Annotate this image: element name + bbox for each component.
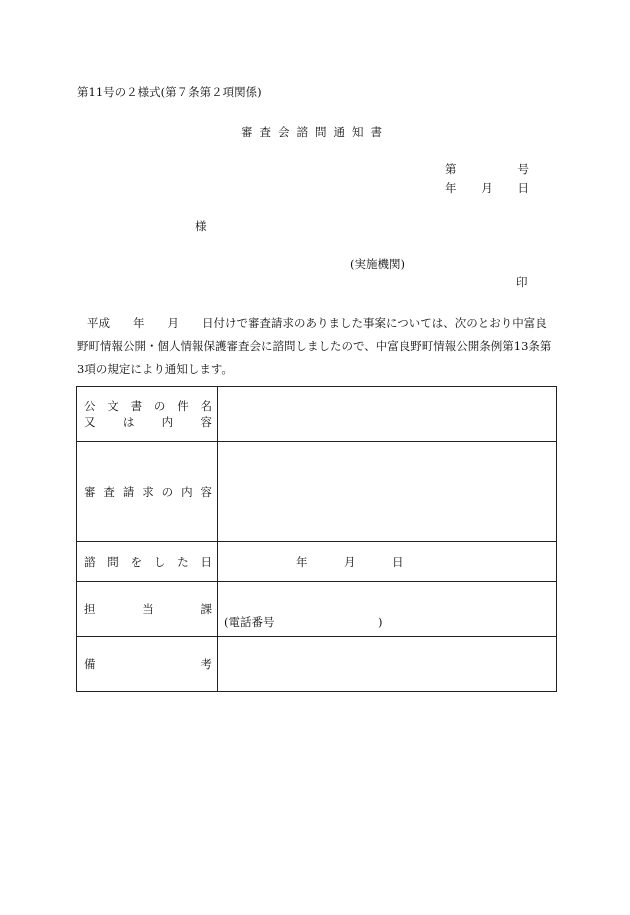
label-consultation-date-text: 諮問をした日 (84, 554, 212, 569)
value-department[interactable] (218, 582, 557, 637)
table-row (77, 637, 557, 692)
document-title: 審査会諮問通知書 (241, 125, 389, 139)
phone-number-line: (電話番号 ) (224, 615, 383, 629)
table-row (77, 582, 557, 637)
reference-number-prefix: 第 (445, 162, 457, 176)
label-document-name-line2: 又は内容 (84, 415, 212, 429)
addressee-honorific: 様 (195, 219, 207, 233)
label-request-content (77, 442, 218, 542)
label-request-content-text: 審査請求の内容 (84, 484, 212, 499)
consultation-date-day: 日 (392, 554, 404, 569)
label-department (77, 582, 218, 637)
label-remarks-text: 備考 (84, 657, 212, 671)
value-request-content[interactable] (218, 442, 557, 542)
label-consultation-date (77, 542, 218, 582)
label-document-name (77, 387, 218, 442)
body-paragraph: 平成 年 月 日付けで審査請求のありました事案については、次のとおり中富良野町情報公開・個人情報保護審査会に諮問しましたので、中富良野町情報公開条例第13条第3項の規定により通知します。 (77, 316, 552, 376)
consultation-date-fields (296, 554, 404, 570)
table-row (77, 442, 557, 542)
reference-date-year: 年 (445, 181, 457, 195)
reference-number-suffix: 号 (517, 162, 529, 176)
table-row (77, 542, 557, 582)
consultation-date-month: 月 (344, 554, 356, 569)
reference-date-day: 日 (517, 181, 529, 195)
value-consultation-date[interactable] (218, 542, 557, 582)
reference-date-month: 月 (481, 181, 493, 195)
form-table (76, 386, 557, 692)
agency-label: (実施機関) (350, 257, 405, 271)
table-row (77, 387, 557, 442)
value-remarks[interactable] (218, 637, 557, 692)
reference-number (445, 161, 529, 177)
form-number: 第11号の２様式(第７条第２項関係) (77, 85, 262, 99)
seal-mark: 印 (516, 275, 528, 289)
consultation-date-year: 年 (296, 554, 308, 569)
label-remarks (77, 637, 218, 692)
value-document-name[interactable] (218, 387, 557, 442)
label-department-text: 担当課 (84, 602, 212, 616)
reference-date (445, 180, 529, 196)
label-document-name-line1: 公文書の件名 (84, 399, 212, 413)
